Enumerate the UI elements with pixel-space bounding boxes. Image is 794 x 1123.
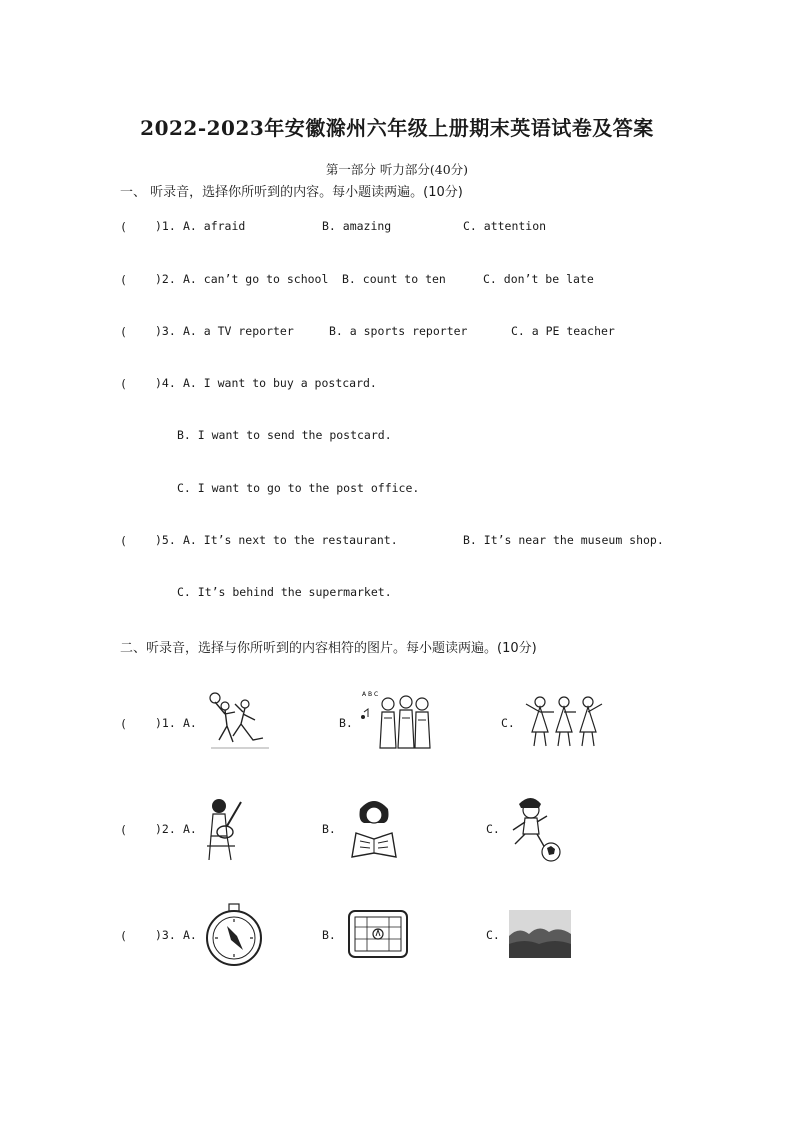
option-b-label: B. [339, 716, 353, 730]
question-number: )1. [155, 219, 176, 233]
option-c: C. don’t be late [483, 272, 594, 286]
guitar-player-icon [203, 796, 245, 862]
question-row [120, 376, 127, 392]
question-number: )4. [155, 376, 176, 390]
landscape-icon [509, 910, 571, 958]
option-c-label: C. [486, 928, 500, 942]
question-number: )2. [155, 822, 176, 836]
option-b: B. It’s near the museum shop. [463, 533, 664, 547]
football-boy-icon [507, 794, 565, 862]
option-c-label: C. [501, 716, 515, 730]
option-b-label: B. [322, 822, 336, 836]
option-c: C. a PE teacher [511, 324, 615, 338]
option-a: A. It’s next to the restaurant. [183, 533, 398, 547]
option-a: A. a TV reporter [183, 324, 294, 338]
option-b: B. a sports reporter [329, 324, 468, 338]
option-c: C. It’s behind the supermarket. [177, 585, 392, 599]
option-c: C. attention [463, 219, 547, 233]
option-b: B. amazing [322, 219, 392, 233]
answer-paren: ( [120, 823, 127, 837]
singing-group-icon [358, 688, 443, 750]
question-number: )2. [155, 272, 176, 286]
question-row [120, 533, 127, 549]
option-a: A. I want to buy a postcard. [183, 376, 377, 390]
compass-icon [203, 902, 267, 968]
part-heading: 第一部分 听力部分(40分) [325, 162, 469, 177]
option-a-label: A. [183, 822, 197, 836]
answer-paren: ( [120, 220, 127, 234]
question-row [120, 928, 127, 944]
answer-paren: ( [120, 325, 127, 339]
option-a-label: A. [183, 928, 197, 942]
option-b: B. I want to send the postcard. [177, 428, 392, 442]
question-row [120, 822, 127, 838]
reading-girl-icon [344, 795, 404, 859]
question-number: )3. [155, 324, 176, 338]
page-title: 2022-2023年安徽滁州六年级上册期末英语试卷及答案 [140, 116, 654, 140]
dancing-girls-icon [522, 692, 607, 750]
map-icon [347, 909, 409, 959]
section1-heading: 一、 听录音，选择你所听到的内容。每小题读两遍。(10分) [120, 185, 463, 200]
section2-heading: 二、听录音，选择与你所听到的内容相符的图片。每小题读两遍。(10分) [120, 641, 537, 656]
question-row [120, 324, 127, 340]
question-row [120, 272, 127, 288]
question-row [120, 716, 127, 732]
option-b-label: B. [322, 928, 336, 942]
option-b: B. count to ten [342, 272, 446, 286]
option-a-label: A. [183, 716, 197, 730]
option-c-label: C. [486, 822, 500, 836]
volleyball-players-icon [205, 690, 275, 752]
option-a: A. can’t go to school [183, 272, 329, 286]
question-row [120, 219, 127, 235]
answer-paren: ( [120, 273, 127, 287]
svg-text:A B C: A B C [362, 691, 379, 698]
answer-paren: ( [120, 717, 127, 731]
question-number: )5. [155, 533, 176, 547]
answer-paren: ( [120, 377, 127, 391]
option-c: C. I want to go to the post office. [177, 481, 420, 495]
question-number: )3. [155, 928, 176, 942]
question-number: )1. [155, 716, 176, 730]
answer-paren: ( [120, 929, 127, 943]
answer-paren: ( [120, 534, 127, 548]
option-a: A. afraid [183, 219, 246, 233]
